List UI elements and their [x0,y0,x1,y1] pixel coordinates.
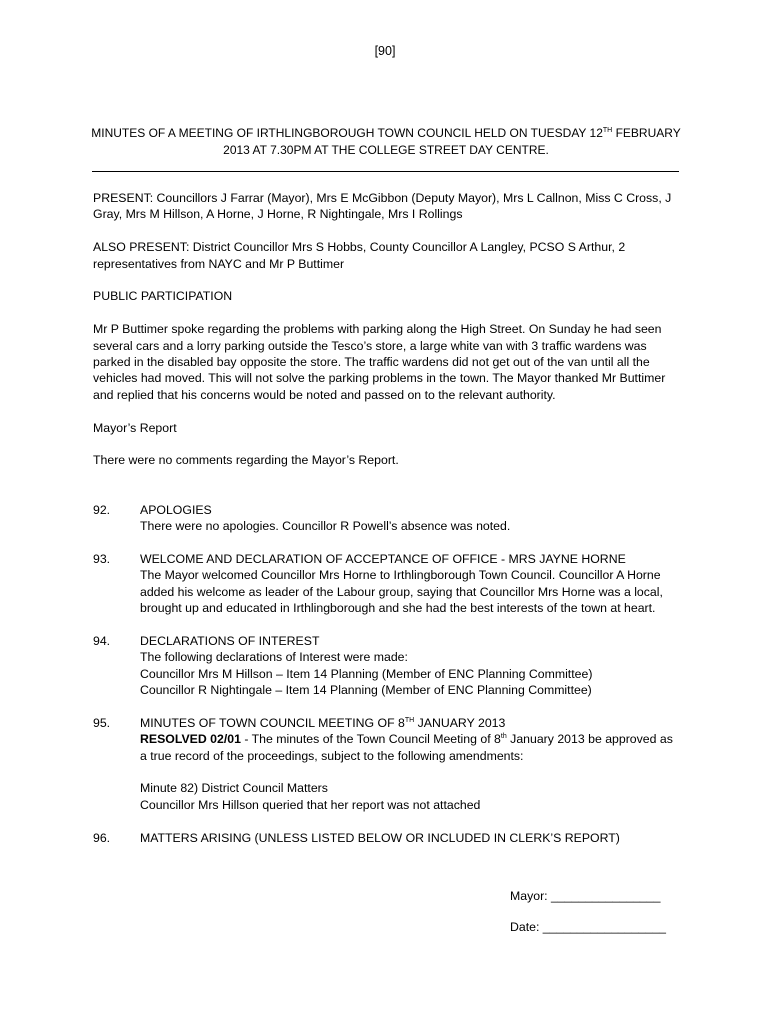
resolved-label: RESOLVED 02/01 [140,732,241,747]
item-text: Councillor Mrs M Hillson – Item 14 Planning (Member of ENC Planning Committee) [140,666,593,681]
item-number: 93. [93,551,111,566]
minute-item-94 [93,633,683,699]
heading-text: MINUTES OF TOWN COUNCIL MEETING OF 8 [140,715,405,730]
public-participation-heading: PUBLIC PARTICIPATION [93,289,233,304]
minute-item-96 [93,830,683,846]
page-number: [90] [374,44,396,58]
heading-superscript: TH [404,716,415,724]
item-heading: MATTERS ARISING (UNLESS LISTED BELOW OR INCLUDED IN CLERK’S REPORT) [140,830,620,845]
amendment-text: Councillor Mrs Hillson queried that her report was not attached [140,797,481,812]
mayors-report-text: There were no comments regarding the Mayor’s Report. [93,453,399,468]
resolved-superscript: th [500,733,507,741]
minute-item-93 [93,551,683,617]
also-present-paragraph: ALSO PRESENT: District Councillor Mrs S Hobbs, County Councillor A Langley, PCSO S Arthur, 2 representatives from NAYC and Mr P Buttimer [93,240,626,271]
item-text: The following declarations of Interest were made: [140,650,408,665]
item-text: Councillor R Nightingale – Item 14 Planning (Member of ENC Planning Committee) [140,683,592,698]
minute-item-95 [93,715,683,813]
item-heading: DECLARATIONS OF INTEREST [140,633,320,648]
document-title [90,122,682,159]
mayor-signature-line: Mayor: ________________ [510,889,661,903]
resolved-text [140,731,683,764]
heading-text-end: JANUARY 2013 [414,715,506,730]
title-line1-text: MINUTES OF A MEETING OF IRTHLINGBOROUGH TOWN COUNCIL HELD ON TUESDAY 12 [91,126,603,140]
present-paragraph: PRESENT: Councillors J Farrar (Mayor), Mrs E McGibbon (Deputy Mayor), Mrs L Callnon, Miss C Cross, J Gray, Mrs M Hillson, A Horne, J Horne, R Nightingale, Mrs I Rollings [93,191,672,222]
amendment-minute: Minute 82) District Council Matters [140,781,328,796]
minutes-body [93,190,683,846]
item-heading: APOLOGIES [140,502,212,517]
item-heading [140,715,683,731]
title-line1-end: FEBRUARY [612,126,681,140]
item-text: There were no apologies. Councillor R Powell’s absence was noted. [140,519,511,534]
title-superscript: TH [602,127,613,134]
public-participation-text: Mr P Buttimer spoke regarding the problems with parking along the High Street. On Sunday he had seen several cars and a lorry parking outside the Tesco’s store, a large white van with 3 traffic wardens was parked in the disabled bay opposite the store. The traffic wardens did not get out of the van until all the vehicles had moved. This will not solve the parking problems in the town. The Mayor thanked Mr Buttimer and replied that his concerns would be noted and passed on to the relevant authority. [93,322,666,402]
item-number: 94. [93,633,111,648]
minute-item-92 [93,502,683,535]
title-line2: 2013 AT 7.30PM AT THE COLLEGE STREET DAY CENTRE. [223,143,549,157]
item-text: The Mayor welcomed Councillor Mrs Horne to Irthlingborough Town Council. Councillor A Horne added his welcome as leader of the Labour group, saying that Councillor Mrs Horne was a local, brought up and educated in Irthlingborough and she had the best interests of the town at heart. [140,568,663,616]
title-divider [92,171,679,172]
resolved-text-start: - The minutes of the Town Council Meeting of 8 [240,732,501,747]
mayors-report-heading: Mayor’s Report [93,420,177,435]
item-heading: WELCOME AND DECLARATION OF ACCEPTANCE OF OFFICE - MRS JAYNE HORNE [140,551,626,566]
item-number: 95. [93,715,111,730]
item-number: 92. [93,502,111,517]
item-number: 96. [93,830,111,845]
date-signature-line: Date: __________________ [510,920,666,934]
resolved-text-end: January 2013 be approved as a true record of the proceedings, subject to the following amendments: [140,732,673,763]
